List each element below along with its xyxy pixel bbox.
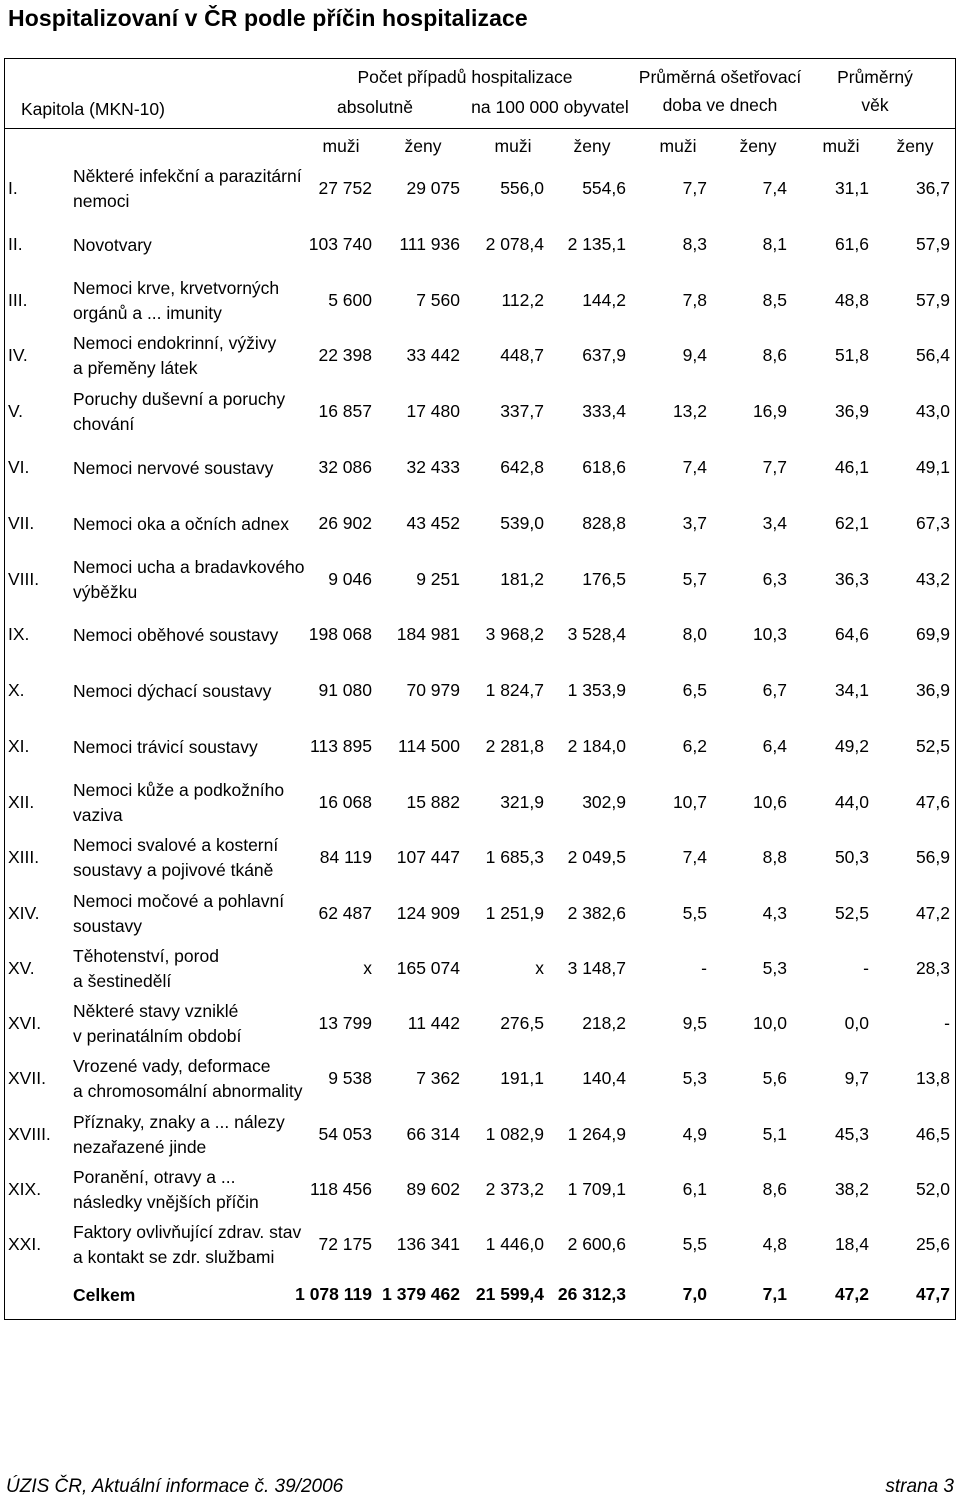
row-value-cell: 9,7: [844, 1068, 869, 1088]
row-value-cell: 4,8: [762, 1234, 787, 1254]
table-row: [5, 721, 957, 771]
row-chapter-number: VI.: [8, 457, 30, 477]
row-value-cell: 46,1: [834, 457, 869, 477]
row-value-cell: 8,8: [762, 847, 787, 867]
row-value-cell: 57,9: [915, 290, 950, 310]
row-value-cell: -: [944, 1013, 950, 1033]
row-value-cell: 2 049,5: [567, 847, 626, 867]
row-value-cell: 165 074: [396, 958, 460, 978]
row-value-cell: 828,8: [582, 513, 626, 533]
row-chapter-name: Příznaky, znaky a ... nálezy nezařazené jinde: [73, 1112, 285, 1157]
row-value-cell: 22 398: [318, 345, 372, 365]
row-value-cell: 32 086: [318, 457, 372, 477]
table-row: [5, 998, 957, 1048]
header-absolutne: absolutně: [337, 97, 413, 117]
row-value-cell: 9 538: [328, 1068, 372, 1088]
table-row: [5, 777, 957, 827]
row-value-cell: 49,2: [834, 736, 869, 756]
header-zeny: ženy: [739, 136, 777, 156]
row-chapter-number: VIII.: [8, 569, 40, 589]
row-value-cell: 15 882: [406, 792, 460, 812]
row-value-cell: 43,0: [915, 401, 950, 421]
row-value-cell: 62,1: [834, 513, 869, 533]
row-chapter-number: VII.: [8, 513, 35, 533]
row-value-cell: 10,3: [752, 624, 787, 644]
row-value-cell: 2 078,4: [485, 234, 544, 254]
row-chapter-name: Novotvary: [73, 235, 152, 255]
table-row: [5, 330, 957, 380]
table-row: [5, 943, 957, 993]
footer-source: ÚZIS ČR, Aktuální informace č. 39/2006: [6, 1476, 344, 1497]
row-value-cell: 5 600: [328, 290, 372, 310]
row-chapter-number: IX.: [8, 624, 30, 644]
table-row: [5, 442, 957, 492]
row-value-cell: 2 373,2: [485, 1179, 544, 1199]
row-value-cell: 1 264,9: [567, 1124, 626, 1144]
row-value-cell: 50,3: [834, 847, 869, 867]
row-chapter-number: II.: [8, 234, 23, 254]
row-value-cell: 1 709,1: [567, 1179, 626, 1199]
row-value-cell: 8,3: [682, 234, 707, 254]
row-value-cell: 218,2: [582, 1013, 626, 1033]
row-value-cell: 70 979: [406, 680, 460, 700]
row-value-cell: 118 456: [310, 1179, 372, 1199]
row-value-cell: 124 909: [396, 903, 460, 923]
row-value-cell: 112,2: [501, 290, 544, 310]
header-pocet-pripadu: Počet případů hospitalizace: [357, 67, 573, 87]
row-value-cell: 5,7: [682, 569, 707, 589]
row-value-cell: -: [701, 958, 707, 978]
row-chapter-name: Těhotenství, porod a šestinedělí: [73, 946, 219, 991]
row-chapter-name: Nemoci dýchací soustavy: [73, 681, 272, 701]
row-value-cell: 642,8: [500, 457, 544, 477]
row-value-cell: 16 068: [318, 792, 372, 812]
row-value-cell: 7,7: [762, 457, 787, 477]
row-value-cell: 2 135,1: [567, 234, 626, 254]
row-value-cell: 27 752: [318, 178, 372, 198]
row-chapter-name: Vrozené vady, deformace a chromosomální abnormality: [73, 1056, 303, 1101]
row-value-cell: 4,3: [762, 903, 787, 923]
row-value-cell: 25,6: [915, 1234, 950, 1254]
row-chapter-number: XVII.: [8, 1068, 46, 1088]
row-value-cell: 3 528,4: [567, 624, 626, 644]
table-row: [5, 888, 957, 938]
row-value-cell: 84 119: [319, 847, 372, 867]
row-value-cell: 1 082,9: [485, 1124, 544, 1144]
table-row: [5, 1053, 957, 1103]
row-chapter-name: Poranění, otravy a ... následky vnějších příčin: [73, 1167, 259, 1212]
row-chapter-name: Nemoci oběhové soustavy: [73, 625, 279, 645]
row-value-cell: 52,5: [915, 736, 950, 756]
row-value-cell: 113 895: [310, 736, 372, 756]
row-value-cell: 26 902: [318, 513, 372, 533]
row-value-cell: 13 799: [318, 1013, 372, 1033]
row-value-cell: 45,3: [834, 1124, 869, 1144]
row-value-cell: 9 046: [328, 569, 372, 589]
row-value-cell: 7 560: [416, 290, 460, 310]
row-value-cell: 11 442: [407, 1013, 460, 1033]
row-chapter-name: Nemoci močové a pohlavní soustavy: [73, 891, 285, 936]
row-value-cell: 29 075: [406, 178, 460, 198]
row-chapter-name: Nemoci oka a očních adnex: [73, 514, 289, 534]
row-value-cell: 43 452: [406, 513, 460, 533]
row-chapter-name: Nemoci kůže a podkožního vaziva: [73, 780, 285, 825]
header-doba-line2: doba ve dnech: [662, 95, 778, 115]
row-value-cell: 64,6: [834, 624, 869, 644]
row-value-cell: 1 078 119: [295, 1284, 372, 1304]
row-value-cell: x: [363, 958, 372, 978]
table-row: [5, 1109, 957, 1159]
row-chapter-number: X.: [8, 680, 25, 700]
row-chapter-number: IV.: [8, 345, 28, 365]
row-value-cell: 51,8: [834, 345, 869, 365]
row-value-cell: 1 824,7: [485, 680, 544, 700]
row-value-cell: 6,1: [682, 1179, 707, 1199]
row-value-cell: 10,0: [752, 1013, 787, 1033]
table-row: [5, 1164, 957, 1214]
row-value-cell: 32 433: [406, 457, 460, 477]
row-value-cell: 13,2: [672, 401, 707, 421]
row-value-cell: 7,1: [762, 1284, 787, 1304]
table-row: [5, 275, 957, 325]
table-row: [5, 554, 957, 604]
row-value-cell: 49,1: [915, 457, 950, 477]
row-value-cell: 16 857: [318, 401, 372, 421]
row-chapter-number: XII.: [8, 792, 35, 812]
row-value-cell: 176,5: [582, 569, 626, 589]
row-chapter-name: Některé stavy vzniklé v perinatálním období: [73, 1001, 242, 1046]
row-value-cell: 48,8: [834, 290, 869, 310]
row-value-cell: x: [535, 958, 544, 978]
row-chapter-name: Nemoci krve, krvetvorných orgánů a ... imunity: [73, 278, 280, 323]
row-chapter-number: I.: [8, 178, 18, 198]
row-chapter-name: Faktory ovlivňující zdrav. stav a kontakt se zdr. službami: [73, 1222, 302, 1267]
row-value-cell: 47,2: [915, 903, 950, 923]
header-muzi: muži: [494, 136, 532, 156]
row-value-cell: 198 068: [308, 624, 372, 644]
row-value-cell: 9 251: [416, 569, 460, 589]
row-value-cell: 333,4: [582, 401, 626, 421]
row-value-cell: 8,6: [762, 1179, 787, 1199]
header-vek-line1: Průměrný: [837, 67, 913, 87]
row-value-cell: 181,2: [500, 569, 544, 589]
row-value-cell: 17 480: [406, 401, 460, 421]
row-value-cell: 5,5: [682, 1234, 707, 1254]
row-value-cell: 191,1: [500, 1068, 544, 1088]
row-value-cell: 8,0: [682, 624, 707, 644]
row-value-cell: 7,4: [762, 178, 787, 198]
row-value-cell: 66 314: [406, 1124, 460, 1144]
row-value-cell: 103 740: [308, 234, 372, 254]
row-value-cell: 36,3: [834, 569, 869, 589]
row-chapter-name: Nemoci svalové a kosterní soustavy a pojivové tkáně: [73, 835, 279, 880]
row-value-cell: 5,1: [762, 1124, 787, 1144]
row-value-cell: 2 600,6: [567, 1234, 626, 1254]
hospitalization-table: [4, 58, 956, 1320]
row-value-cell: 67,3: [915, 513, 950, 533]
row-value-cell: 16,9: [752, 401, 787, 421]
row-value-cell: 36,7: [915, 178, 950, 198]
row-value-cell: 7,8: [682, 290, 707, 310]
row-chapter-name: Některé infekční a parazitární nemoci: [73, 166, 302, 211]
row-value-cell: 69,9: [915, 624, 950, 644]
row-value-cell: 91 080: [318, 680, 372, 700]
table-total-row: [5, 1269, 957, 1319]
row-value-cell: 539,0: [500, 513, 544, 533]
row-value-cell: 7,0: [682, 1284, 707, 1304]
header-zeny: ženy: [573, 136, 611, 156]
row-chapter-number: XXI.: [8, 1234, 42, 1254]
row-value-cell: 62 487: [318, 903, 372, 923]
row-value-cell: 4,9: [682, 1124, 707, 1144]
row-value-cell: 36,9: [915, 680, 950, 700]
row-value-cell: 2 382,6: [567, 903, 626, 923]
row-value-cell: 6,4: [762, 736, 787, 756]
row-value-cell: 8,6: [762, 345, 787, 365]
row-value-cell: 1 251,9: [485, 903, 544, 923]
row-value-cell: 28,3: [915, 958, 950, 978]
row-value-cell: 21 599,4: [475, 1284, 544, 1304]
row-value-cell: 57,9: [915, 234, 950, 254]
row-value-cell: 6,7: [762, 680, 787, 700]
row-value-cell: 302,9: [582, 792, 626, 812]
header-na-100000: na 100 000 obyvatel: [471, 97, 629, 117]
row-value-cell: 9,4: [682, 345, 707, 365]
row-chapter-number: XVI.: [8, 1013, 42, 1033]
row-value-cell: 9,5: [682, 1013, 707, 1033]
row-value-cell: -: [863, 958, 869, 978]
header-kapitola: Kapitola (MKN-10): [21, 99, 165, 119]
row-value-cell: 276,5: [500, 1013, 544, 1033]
row-value-cell: 337,7: [500, 401, 544, 421]
row-value-cell: 1 446,0: [485, 1234, 544, 1254]
row-chapter-number: XVIII.: [8, 1124, 51, 1144]
row-value-cell: 26 312,3: [557, 1284, 626, 1304]
row-value-cell: 1 353,9: [567, 680, 626, 700]
row-value-cell: 618,6: [582, 457, 626, 477]
row-value-cell: 1 685,3: [485, 847, 544, 867]
row-value-cell: 448,7: [500, 345, 544, 365]
table-row: [5, 219, 957, 269]
row-chapter-number: XV.: [8, 958, 35, 978]
row-value-cell: 54 053: [318, 1124, 372, 1144]
row-value-cell: 136 341: [396, 1234, 460, 1254]
row-value-cell: 6,5: [682, 680, 707, 700]
row-value-cell: 184 981: [396, 624, 460, 644]
row-value-cell: 140,4: [582, 1068, 626, 1088]
row-value-cell: 46,5: [915, 1124, 950, 1144]
row-value-cell: 56,9: [915, 847, 950, 867]
row-value-cell: 3,7: [682, 513, 707, 533]
row-value-cell: 89 602: [406, 1179, 460, 1199]
row-chapter-number: XIII.: [8, 847, 40, 867]
table-row: [5, 1219, 957, 1269]
row-value-cell: 44,0: [834, 792, 869, 812]
row-value-cell: 47,7: [915, 1284, 950, 1304]
header-muzi: muži: [322, 136, 360, 156]
row-value-cell: 7,4: [682, 457, 707, 477]
row-value-cell: 2 184,0: [567, 736, 626, 756]
header-doba-line1: Průměrná ošetřovací: [638, 67, 802, 87]
row-value-cell: 7,4: [682, 847, 707, 867]
row-value-cell: 8,5: [762, 290, 787, 310]
row-value-cell: 56,4: [915, 345, 950, 365]
row-chapter-number: XIV.: [8, 903, 40, 923]
row-value-cell: 47,2: [834, 1284, 869, 1304]
row-value-cell: 18,4: [834, 1234, 869, 1254]
footer-page-number: strana 3: [885, 1476, 954, 1497]
row-chapter-number: XIX.: [8, 1179, 42, 1199]
row-chapter-name: Celkem: [73, 1285, 136, 1305]
row-value-cell: 43,2: [915, 569, 950, 589]
header-zeny: ženy: [896, 136, 934, 156]
row-value-cell: 6,2: [682, 736, 707, 756]
row-value-cell: 7,7: [682, 178, 707, 198]
row-value-cell: 2 281,8: [485, 736, 544, 756]
row-value-cell: 72 175: [318, 1234, 372, 1254]
page-title: Hospitalizovaní v ČR podle příčin hospitalizace: [8, 5, 528, 31]
row-value-cell: 38,2: [834, 1179, 869, 1199]
header-divider: [5, 128, 955, 129]
row-value-cell: 10,7: [672, 792, 707, 812]
row-value-cell: 52,5: [834, 903, 869, 923]
row-value-cell: 31,1: [834, 178, 869, 198]
row-value-cell: 0,0: [844, 1013, 869, 1033]
row-value-cell: 107 447: [396, 847, 460, 867]
row-value-cell: 5,3: [762, 958, 787, 978]
row-chapter-number: III.: [8, 290, 28, 310]
table-row: [5, 609, 957, 659]
table-row: [5, 386, 957, 436]
header-vek-line2: věk: [861, 95, 889, 115]
row-value-cell: 61,6: [834, 234, 869, 254]
row-value-cell: 36,9: [834, 401, 869, 421]
row-value-cell: 3 968,2: [485, 624, 544, 644]
row-value-cell: 637,9: [582, 345, 626, 365]
header-muzi: muži: [659, 136, 697, 156]
row-value-cell: 556,0: [500, 178, 544, 198]
table-row: [5, 163, 957, 213]
row-value-cell: 111 936: [399, 234, 460, 254]
row-value-cell: 10,6: [752, 792, 787, 812]
row-value-cell: 321,9: [500, 792, 544, 812]
row-value-cell: 47,6: [915, 792, 950, 812]
row-chapter-number: V.: [8, 401, 23, 421]
row-value-cell: 554,6: [582, 178, 626, 198]
row-value-cell: 5,6: [762, 1068, 787, 1088]
row-value-cell: 6,3: [762, 569, 787, 589]
row-value-cell: 5,5: [682, 903, 707, 923]
row-value-cell: 114 500: [398, 736, 460, 756]
table-row: [5, 832, 957, 882]
row-chapter-name: Nemoci trávicí soustavy: [73, 737, 258, 757]
row-chapter-name: Poruchy duševní a poruchy chování: [73, 389, 286, 434]
table-row: [5, 665, 957, 715]
row-value-cell: 1 379 462: [382, 1284, 460, 1304]
header-muzi: muži: [822, 136, 860, 156]
row-chapter-name: Nemoci ucha a bradavkového výběžku: [73, 557, 305, 602]
row-value-cell: 34,1: [834, 680, 869, 700]
row-value-cell: 7 362: [416, 1068, 460, 1088]
header-zeny: ženy: [404, 136, 442, 156]
row-value-cell: 8,1: [762, 234, 787, 254]
row-value-cell: 33 442: [406, 345, 460, 365]
row-chapter-name: Nemoci nervové soustavy: [73, 458, 274, 478]
row-value-cell: 52,0: [915, 1179, 950, 1199]
row-value-cell: 13,8: [915, 1068, 950, 1088]
row-chapter-number: XI.: [8, 736, 30, 756]
row-value-cell: 144,2: [582, 290, 626, 310]
row-value-cell: 3,4: [762, 513, 787, 533]
row-value-cell: 3 148,7: [567, 958, 626, 978]
row-value-cell: 5,3: [682, 1068, 707, 1088]
table-row: [5, 498, 957, 548]
row-chapter-name: Nemoci endokrinní, výživy a přeměny látek: [73, 333, 277, 378]
